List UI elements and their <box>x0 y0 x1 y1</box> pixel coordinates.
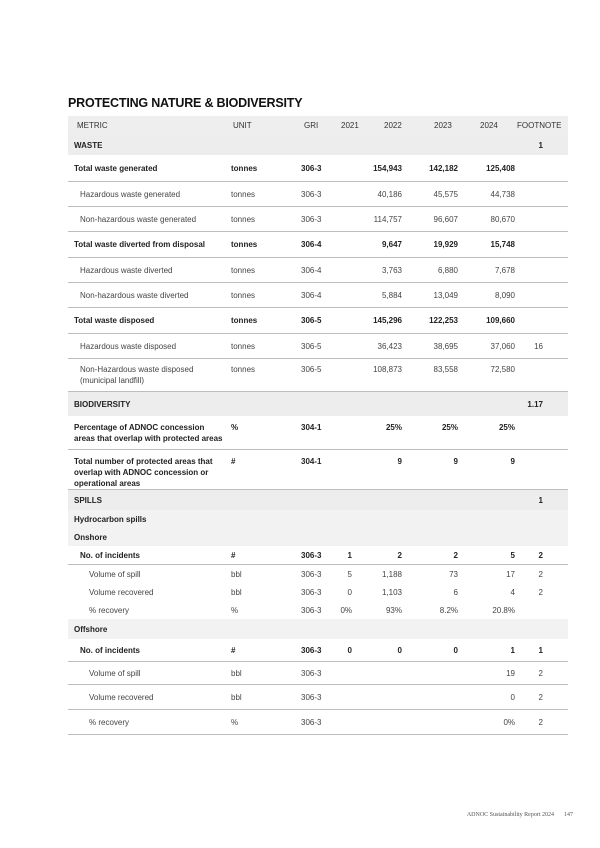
table-row <box>68 283 568 308</box>
cell-2023: 73 <box>449 570 458 579</box>
cell-2022: 40,186 <box>377 190 402 199</box>
cell-2024: 19 <box>506 669 515 678</box>
cell-footnote: 1 <box>538 646 543 655</box>
cell-2022: 93% <box>385 606 402 615</box>
cell-unit: bbl <box>231 570 242 579</box>
cell-2024: 37,060 <box>490 342 515 351</box>
cell-2023: 38,695 <box>433 342 458 351</box>
cell-footnote: 1 <box>538 496 543 505</box>
cell-gri: 306-5 <box>301 342 322 351</box>
section-row <box>68 490 568 510</box>
cell-2024: 25% <box>498 423 515 432</box>
subsection-row <box>68 510 568 528</box>
table-row <box>68 546 568 565</box>
table-row <box>68 685 568 710</box>
cell-gri: 306-3 <box>301 606 322 615</box>
cell-2024: 5 <box>510 551 515 560</box>
cell-2024: 72,580 <box>490 365 515 374</box>
page-title: PROTECTING NATURE & BIODIVERSITY <box>68 96 303 110</box>
cell-unit: % <box>231 423 239 432</box>
cell-unit: tonnes <box>231 190 256 199</box>
cell-2021: 0% <box>340 606 352 615</box>
metrics-table <box>68 135 568 735</box>
cell-2023: 8.2% <box>439 606 458 615</box>
cell-2022: 1,188 <box>381 570 402 579</box>
cell-footnote: 16 <box>534 342 543 351</box>
cell-2022: 36,423 <box>377 342 402 351</box>
table-row <box>68 207 568 232</box>
cell-metric: WASTE <box>74 141 103 150</box>
cell-unit: % <box>231 718 239 727</box>
table-row <box>68 565 568 583</box>
cell-metric: Non-hazardous waste diverted <box>80 291 189 300</box>
table-row <box>68 308 568 334</box>
cell-unit: bbl <box>231 669 242 678</box>
subsection-row <box>68 619 568 639</box>
report-name: ADNOC Sustainability Report 2024 <box>466 812 554 818</box>
cell-gri: 306-4 <box>301 266 322 275</box>
cell-metric: Offshore <box>74 625 108 634</box>
table-row <box>68 710 568 735</box>
cell-metric: No. of incidents <box>80 646 140 655</box>
cell-2023: 9 <box>453 457 458 466</box>
cell-unit: tonnes <box>231 342 256 351</box>
cell-unit: tonnes <box>231 316 258 325</box>
table-row <box>68 155 568 182</box>
cell-2023: 19,929 <box>433 240 458 249</box>
cell-unit: bbl <box>231 693 242 702</box>
cell-metric: % recovery <box>89 606 130 615</box>
cell-2024: 7,678 <box>494 266 515 275</box>
cell-gri: 304-1 <box>301 423 322 432</box>
cell-metric: Volume recovered <box>89 693 154 702</box>
cell-2024: 15,748 <box>490 240 515 249</box>
table-row <box>68 334 568 359</box>
cell-metric: SPILLS <box>74 496 103 505</box>
cell-unit: tonnes <box>231 240 258 249</box>
section-row <box>68 135 568 155</box>
cell-footnote: 1.17 <box>527 400 543 409</box>
column-header-2023: 2023 <box>434 121 452 130</box>
cell-2022: 9 <box>397 457 402 466</box>
cell-2024: 17 <box>506 570 515 579</box>
cell-2022: 1,103 <box>381 588 402 597</box>
column-header-2021: 2021 <box>341 121 359 130</box>
cell-metric: Total number of protected areas that overlap with ADNOC concession or operational areas <box>74 457 213 488</box>
table-row <box>68 258 568 283</box>
cell-metric: Hazardous waste generated <box>80 190 181 199</box>
cell-2024: 80,670 <box>490 215 515 224</box>
cell-unit: tonnes <box>231 164 258 173</box>
cell-2023: 83,558 <box>433 365 458 374</box>
cell-metric: % recovery <box>89 718 130 727</box>
cell-metric: Non-hazardous waste generated <box>80 215 197 224</box>
cell-metric: Total waste disposed <box>74 316 155 325</box>
cell-gri: 306-4 <box>301 240 322 249</box>
cell-gri: 306-5 <box>301 316 322 325</box>
cell-2023: 13,049 <box>433 291 458 300</box>
cell-2023: 142,182 <box>429 164 458 173</box>
table-row <box>68 601 568 619</box>
cell-gri: 306-3 <box>301 164 322 173</box>
table-row <box>68 639 568 662</box>
table-row <box>68 182 568 207</box>
cell-unit: # <box>231 646 236 655</box>
cell-2024: 20.8% <box>492 606 515 615</box>
cell-unit: % <box>231 606 239 615</box>
cell-metric: Onshore <box>74 533 107 542</box>
cell-gri: 306-3 <box>301 570 322 579</box>
cell-unit: tonnes <box>231 266 256 275</box>
cell-2024: 125,408 <box>486 164 515 173</box>
table-header <box>68 116 568 135</box>
cell-gri: 306-5 <box>301 365 322 374</box>
cell-gri: 306-3 <box>301 551 322 560</box>
table-row <box>68 583 568 601</box>
column-header-metric: METRIC <box>77 121 108 130</box>
table-row <box>68 359 568 392</box>
cell-unit: tonnes <box>231 365 256 374</box>
cell-footnote: 2 <box>538 693 543 702</box>
table-row <box>68 232 568 258</box>
cell-gri: 306-3 <box>301 215 322 224</box>
cell-gri: 306-3 <box>301 588 322 597</box>
cell-2024: 9 <box>510 457 515 466</box>
column-header-2024: 2024 <box>480 121 498 130</box>
table-row <box>68 662 568 685</box>
column-header-gri: GRI <box>304 121 319 130</box>
cell-gri: 306-3 <box>301 646 322 655</box>
cell-2021: 0 <box>347 588 352 597</box>
cell-gri: 306-3 <box>301 669 322 678</box>
cell-gri: 304-1 <box>301 457 322 466</box>
cell-2023: 25% <box>441 423 458 432</box>
cell-2022: 154,943 <box>373 164 402 173</box>
table-row <box>68 450 568 490</box>
page-footer <box>467 812 573 818</box>
cell-footnote: 2 <box>538 669 543 678</box>
cell-metric: Hydrocarbon spills <box>74 515 147 524</box>
cell-metric: Percentage of ADNOC concession areas that overlap with protected areas <box>74 423 223 443</box>
cell-footnote: 2 <box>538 718 543 727</box>
cell-footnote: 2 <box>538 570 543 579</box>
cell-2024: 1 <box>510 646 515 655</box>
cell-gri: 306-3 <box>301 693 322 702</box>
cell-metric: Hazardous waste disposed <box>80 342 177 351</box>
cell-metric: Non-Hazardous waste disposed (municipal landfill) <box>80 365 194 385</box>
cell-2021: 1 <box>347 551 352 560</box>
cell-2024: 0 <box>510 693 515 702</box>
column-header-footnote: FOOTNOTE <box>517 121 562 130</box>
cell-2022: 9,647 <box>381 240 402 249</box>
section-row <box>68 392 568 416</box>
column-header-unit: UNIT <box>233 121 252 130</box>
cell-2022: 3,763 <box>381 266 402 275</box>
cell-metric: Total waste generated <box>74 164 158 173</box>
cell-2022: 145,296 <box>373 316 402 325</box>
cell-gri: 306-4 <box>301 291 322 300</box>
cell-2022: 2 <box>397 551 402 560</box>
cell-2022: 108,873 <box>373 365 402 374</box>
cell-2024: 0% <box>503 718 515 727</box>
cell-unit: # <box>231 551 236 560</box>
cell-2021: 5 <box>347 570 352 579</box>
cell-2022: 0 <box>397 646 402 655</box>
cell-2024: 4 <box>510 588 515 597</box>
cell-footnote: 2 <box>538 588 543 597</box>
cell-2024: 8,090 <box>494 291 515 300</box>
cell-2021: 0 <box>347 646 352 655</box>
cell-gri: 306-3 <box>301 190 322 199</box>
cell-unit: # <box>231 457 236 466</box>
cell-metric: BIODIVERSITY <box>74 400 131 409</box>
cell-metric: Volume recovered <box>89 588 154 597</box>
cell-2023: 6 <box>453 588 458 597</box>
page-number: 147 <box>564 812 573 818</box>
cell-gri: 306-3 <box>301 718 322 727</box>
cell-2023: 0 <box>453 646 458 655</box>
cell-metric: Volume of spill <box>89 570 141 579</box>
cell-metric: Volume of spill <box>89 669 141 678</box>
cell-2023: 6,880 <box>437 266 458 275</box>
cell-unit: bbl <box>231 588 242 597</box>
cell-2024: 44,738 <box>490 190 515 199</box>
column-header-2022: 2022 <box>384 121 402 130</box>
cell-2023: 96,607 <box>433 215 458 224</box>
cell-footnote: 2 <box>538 551 543 560</box>
cell-metric: Hazardous waste diverted <box>80 266 173 275</box>
cell-unit: tonnes <box>231 291 256 300</box>
cell-footnote: 1 <box>538 141 543 150</box>
cell-2022: 114,757 <box>373 215 402 224</box>
cell-2023: 122,253 <box>429 316 458 325</box>
cell-2022: 5,884 <box>381 291 402 300</box>
cell-metric: No. of incidents <box>80 551 140 560</box>
cell-unit: tonnes <box>231 215 256 224</box>
cell-2023: 45,575 <box>433 190 458 199</box>
cell-metric: Total waste diverted from disposal <box>74 240 205 249</box>
cell-2022: 25% <box>385 423 402 432</box>
subsection-row <box>68 528 568 546</box>
table-row <box>68 416 568 450</box>
cell-2023: 2 <box>453 551 458 560</box>
cell-2024: 109,660 <box>486 316 515 325</box>
